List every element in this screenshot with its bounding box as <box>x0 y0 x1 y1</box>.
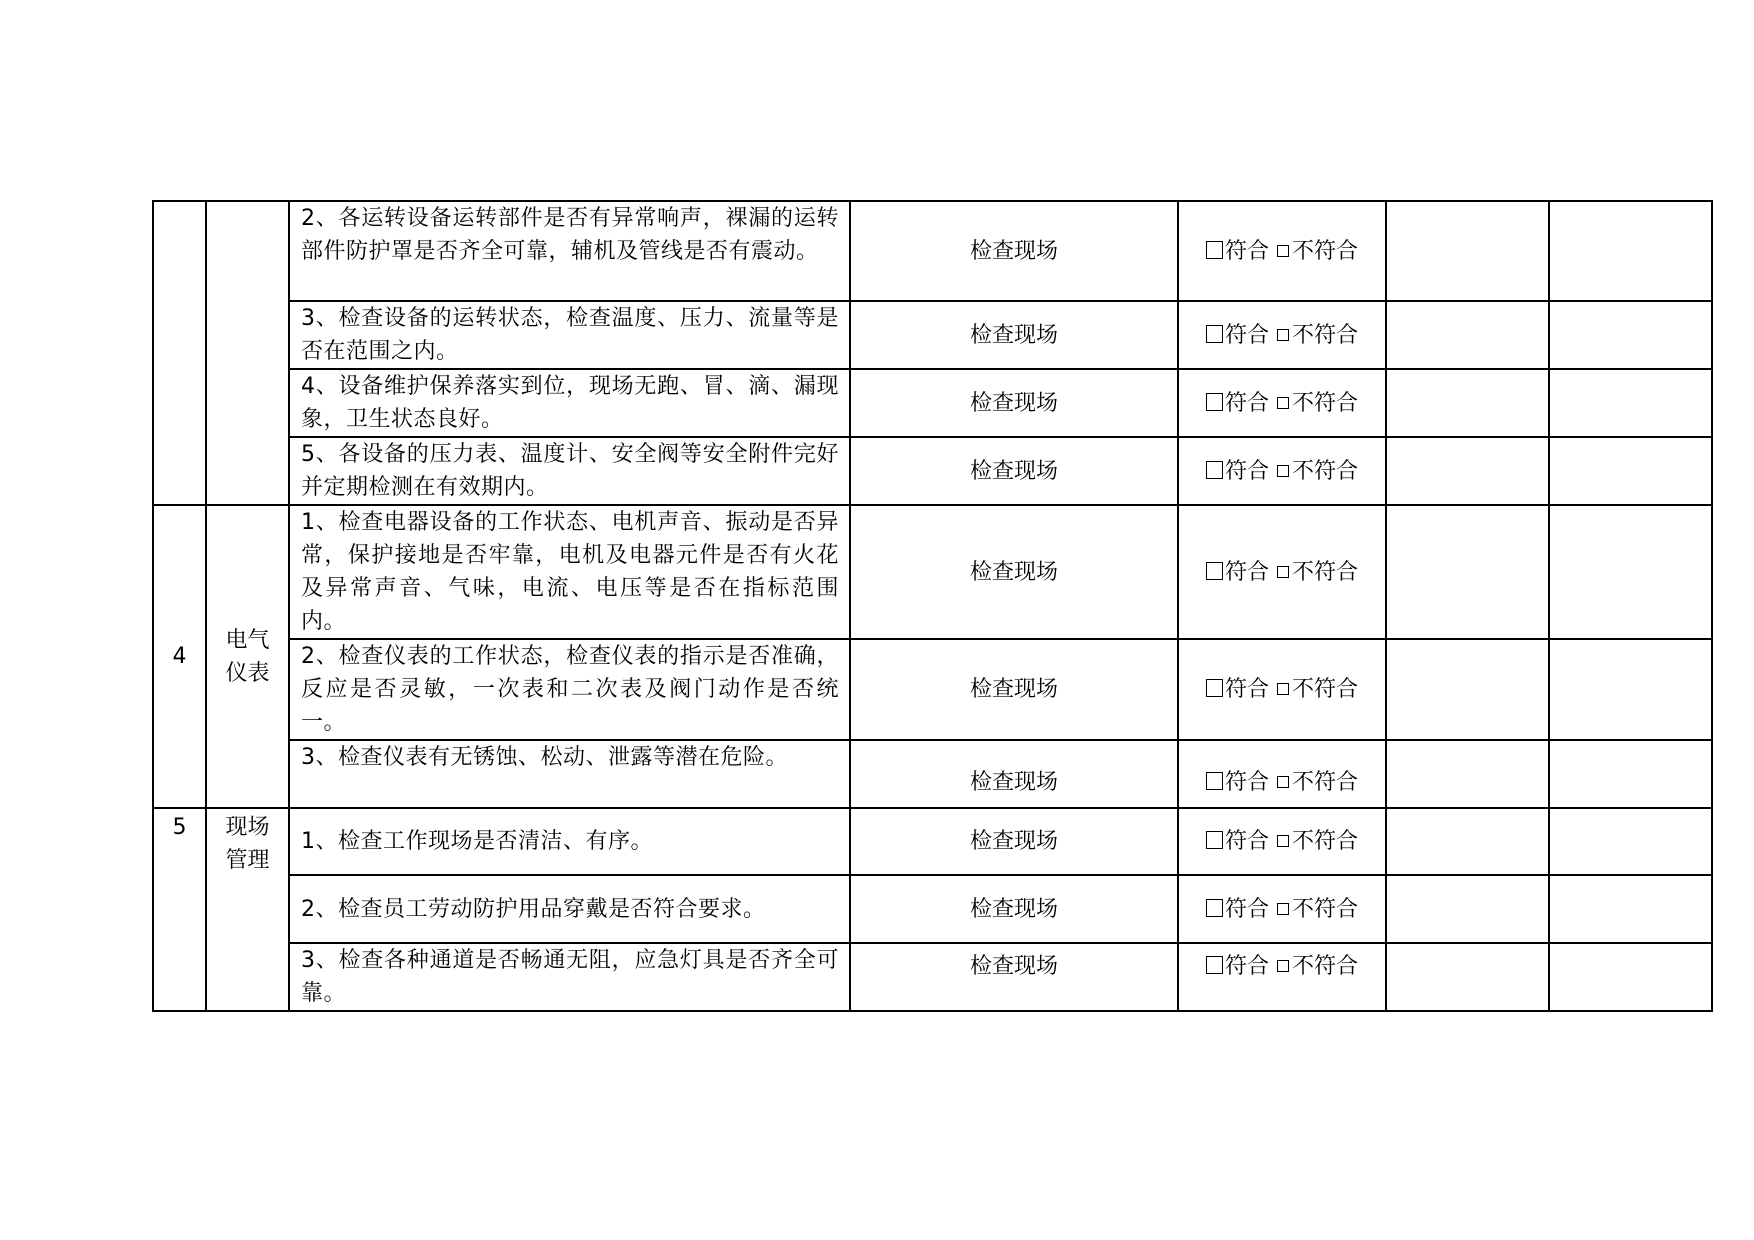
check-method-cell: 检查现场 <box>850 369 1178 437</box>
check-result-cell <box>1178 639 1386 740</box>
table-row <box>153 875 1712 943</box>
category-cell <box>206 201 289 505</box>
option-conform-label: 符合 <box>1224 896 1269 922</box>
blank-cell[interactable] <box>1386 301 1549 369</box>
blank-cell[interactable] <box>1549 437 1712 505</box>
checkbox-nonconform[interactable] <box>1277 566 1289 578</box>
checkbox-conform[interactable] <box>1206 241 1223 259</box>
inspection-checklist-table <box>152 200 1713 1012</box>
table-row <box>153 808 1712 875</box>
category-cell: 电气仪表 <box>206 505 289 808</box>
check-content-cell: 5、各设备的压力表、温度计、安全阀等安全附件完好并定期检测在有效期内。 <box>289 437 850 505</box>
check-method-cell: 检查现场 <box>850 740 1178 808</box>
option-nonconform-label: 不符合 <box>1292 458 1359 484</box>
check-method-cell: 检查现场 <box>850 505 1178 639</box>
blank-cell[interactable] <box>1549 505 1712 639</box>
option-nonconform-label: 不符合 <box>1292 829 1359 854</box>
option-conform-label: 符合 <box>1224 322 1269 348</box>
checkbox-nonconform[interactable] <box>1277 329 1289 341</box>
check-method-cell: 检查现场 <box>850 201 1178 301</box>
check-method-cell: 检查现场 <box>850 639 1178 740</box>
check-result-cell <box>1178 201 1386 301</box>
blank-cell[interactable] <box>1549 639 1712 740</box>
checkbox-nonconform[interactable] <box>1277 960 1289 972</box>
option-conform-label: 符合 <box>1224 829 1269 854</box>
option-nonconform-label: 不符合 <box>1292 238 1359 264</box>
option-nonconform-label: 不符合 <box>1292 322 1359 348</box>
check-content-cell: 3、检查各种通道是否畅通无阻，应急灯具是否齐全可靠。 <box>289 943 850 1011</box>
option-conform-label: 符合 <box>1224 458 1269 484</box>
checkbox-nonconform[interactable] <box>1277 465 1289 477</box>
checkbox-conform[interactable] <box>1206 461 1223 479</box>
check-content-cell: 2、检查员工劳动防护用品穿戴是否符合要求。 <box>289 875 850 943</box>
item-number-cell <box>153 201 206 505</box>
table-row <box>153 301 1712 369</box>
blank-cell[interactable] <box>1386 808 1549 875</box>
table-row <box>153 437 1712 505</box>
blank-cell[interactable] <box>1549 943 1712 1011</box>
blank-cell[interactable] <box>1386 875 1549 943</box>
check-content-cell: 1、检查工作现场是否清洁、有序。 <box>289 808 850 875</box>
option-nonconform-label: 不符合 <box>1292 770 1359 795</box>
checkbox-conform[interactable] <box>1206 831 1223 849</box>
blank-cell[interactable] <box>1386 943 1549 1011</box>
check-content-cell: 3、检查仪表有无锈蚀、松动、泄露等潜在危险。 <box>289 740 850 808</box>
option-conform-label: 符合 <box>1224 559 1269 585</box>
checkbox-conform[interactable] <box>1206 679 1223 697</box>
check-method-cell: 检查现场 <box>850 808 1178 875</box>
check-method-cell: 检查现场 <box>850 301 1178 369</box>
blank-cell[interactable] <box>1386 437 1549 505</box>
option-conform-label: 符合 <box>1224 390 1269 416</box>
blank-cell[interactable] <box>1549 301 1712 369</box>
checkbox-conform[interactable] <box>1206 772 1223 790</box>
option-nonconform-label: 不符合 <box>1292 954 1359 979</box>
checkbox-nonconform[interactable] <box>1277 683 1289 695</box>
checkbox-nonconform[interactable] <box>1277 245 1289 257</box>
option-conform-label: 符合 <box>1224 954 1269 979</box>
table-row <box>153 943 1712 1011</box>
check-content-cell: 3、检查设备的运转状态，检查温度、压力、流量等是否在范围之内。 <box>289 301 850 369</box>
checkbox-conform[interactable] <box>1206 899 1223 917</box>
checkbox-nonconform[interactable] <box>1277 903 1289 915</box>
checkbox-conform[interactable] <box>1206 562 1223 580</box>
check-content-cell: 4、设备维护保养落实到位，现场无跑、冒、滴、漏现象，卫生状态良好。 <box>289 369 850 437</box>
checkbox-nonconform[interactable] <box>1277 776 1289 788</box>
checkbox-conform[interactable] <box>1206 956 1223 974</box>
check-method-cell: 检查现场 <box>850 437 1178 505</box>
category-cell: 现场管理 <box>206 808 289 1011</box>
option-nonconform-label: 不符合 <box>1292 896 1359 922</box>
blank-cell[interactable] <box>1549 808 1712 875</box>
checkbox-conform[interactable] <box>1206 325 1223 343</box>
item-number-cell: 4 <box>153 505 206 808</box>
check-result-cell <box>1178 301 1386 369</box>
check-method-cell: 检查现场 <box>850 875 1178 943</box>
table-row <box>153 740 1712 808</box>
checkbox-conform[interactable] <box>1206 393 1223 411</box>
table-row <box>153 201 1712 301</box>
check-content-cell: 2、检查仪表的工作状态，检查仪表的指示是否准确，反应是否灵敏，一次表和二次表及阀门动作是否统一。 <box>289 639 850 740</box>
blank-cell[interactable] <box>1549 201 1712 301</box>
blank-cell[interactable] <box>1549 369 1712 437</box>
option-conform-label: 符合 <box>1224 770 1269 795</box>
option-conform-label: 符合 <box>1224 677 1269 702</box>
item-number-cell: 5 <box>153 808 206 1011</box>
check-result-cell <box>1178 505 1386 639</box>
check-result-cell <box>1178 740 1386 808</box>
blank-cell[interactable] <box>1386 201 1549 301</box>
option-nonconform-label: 不符合 <box>1292 390 1359 416</box>
check-method-cell: 检查现场 <box>850 943 1178 1011</box>
check-content-cell: 2、各运转设备运转部件是否有异常响声，裸漏的运转部件防护罩是否齐全可靠，辅机及管线是否有震动。 <box>289 201 850 301</box>
option-conform-label: 符合 <box>1224 238 1269 264</box>
blank-cell[interactable] <box>1386 369 1549 437</box>
table-row <box>153 639 1712 740</box>
check-result-cell <box>1178 369 1386 437</box>
check-result-cell <box>1178 808 1386 875</box>
blank-cell[interactable] <box>1549 740 1712 808</box>
checkbox-nonconform[interactable] <box>1277 397 1289 409</box>
blank-cell[interactable] <box>1386 505 1549 639</box>
check-content-cell: 1、检查电器设备的工作状态、电机声音、振动是否异常，保护接地是否牢靠，电机及电器元件是否有火花及异常声音、气味，电流、电压等是否在指标范围内。 <box>289 505 850 639</box>
table-row <box>153 505 1712 639</box>
blank-cell[interactable] <box>1386 740 1549 808</box>
check-result-cell <box>1178 437 1386 505</box>
check-result-cell <box>1178 875 1386 943</box>
check-result-cell <box>1178 943 1386 1011</box>
checkbox-nonconform[interactable] <box>1277 835 1289 847</box>
option-nonconform-label: 不符合 <box>1292 559 1359 585</box>
blank-cell[interactable] <box>1549 875 1712 943</box>
table-row <box>153 369 1712 437</box>
option-nonconform-label: 不符合 <box>1292 677 1359 702</box>
blank-cell[interactable] <box>1386 639 1549 740</box>
